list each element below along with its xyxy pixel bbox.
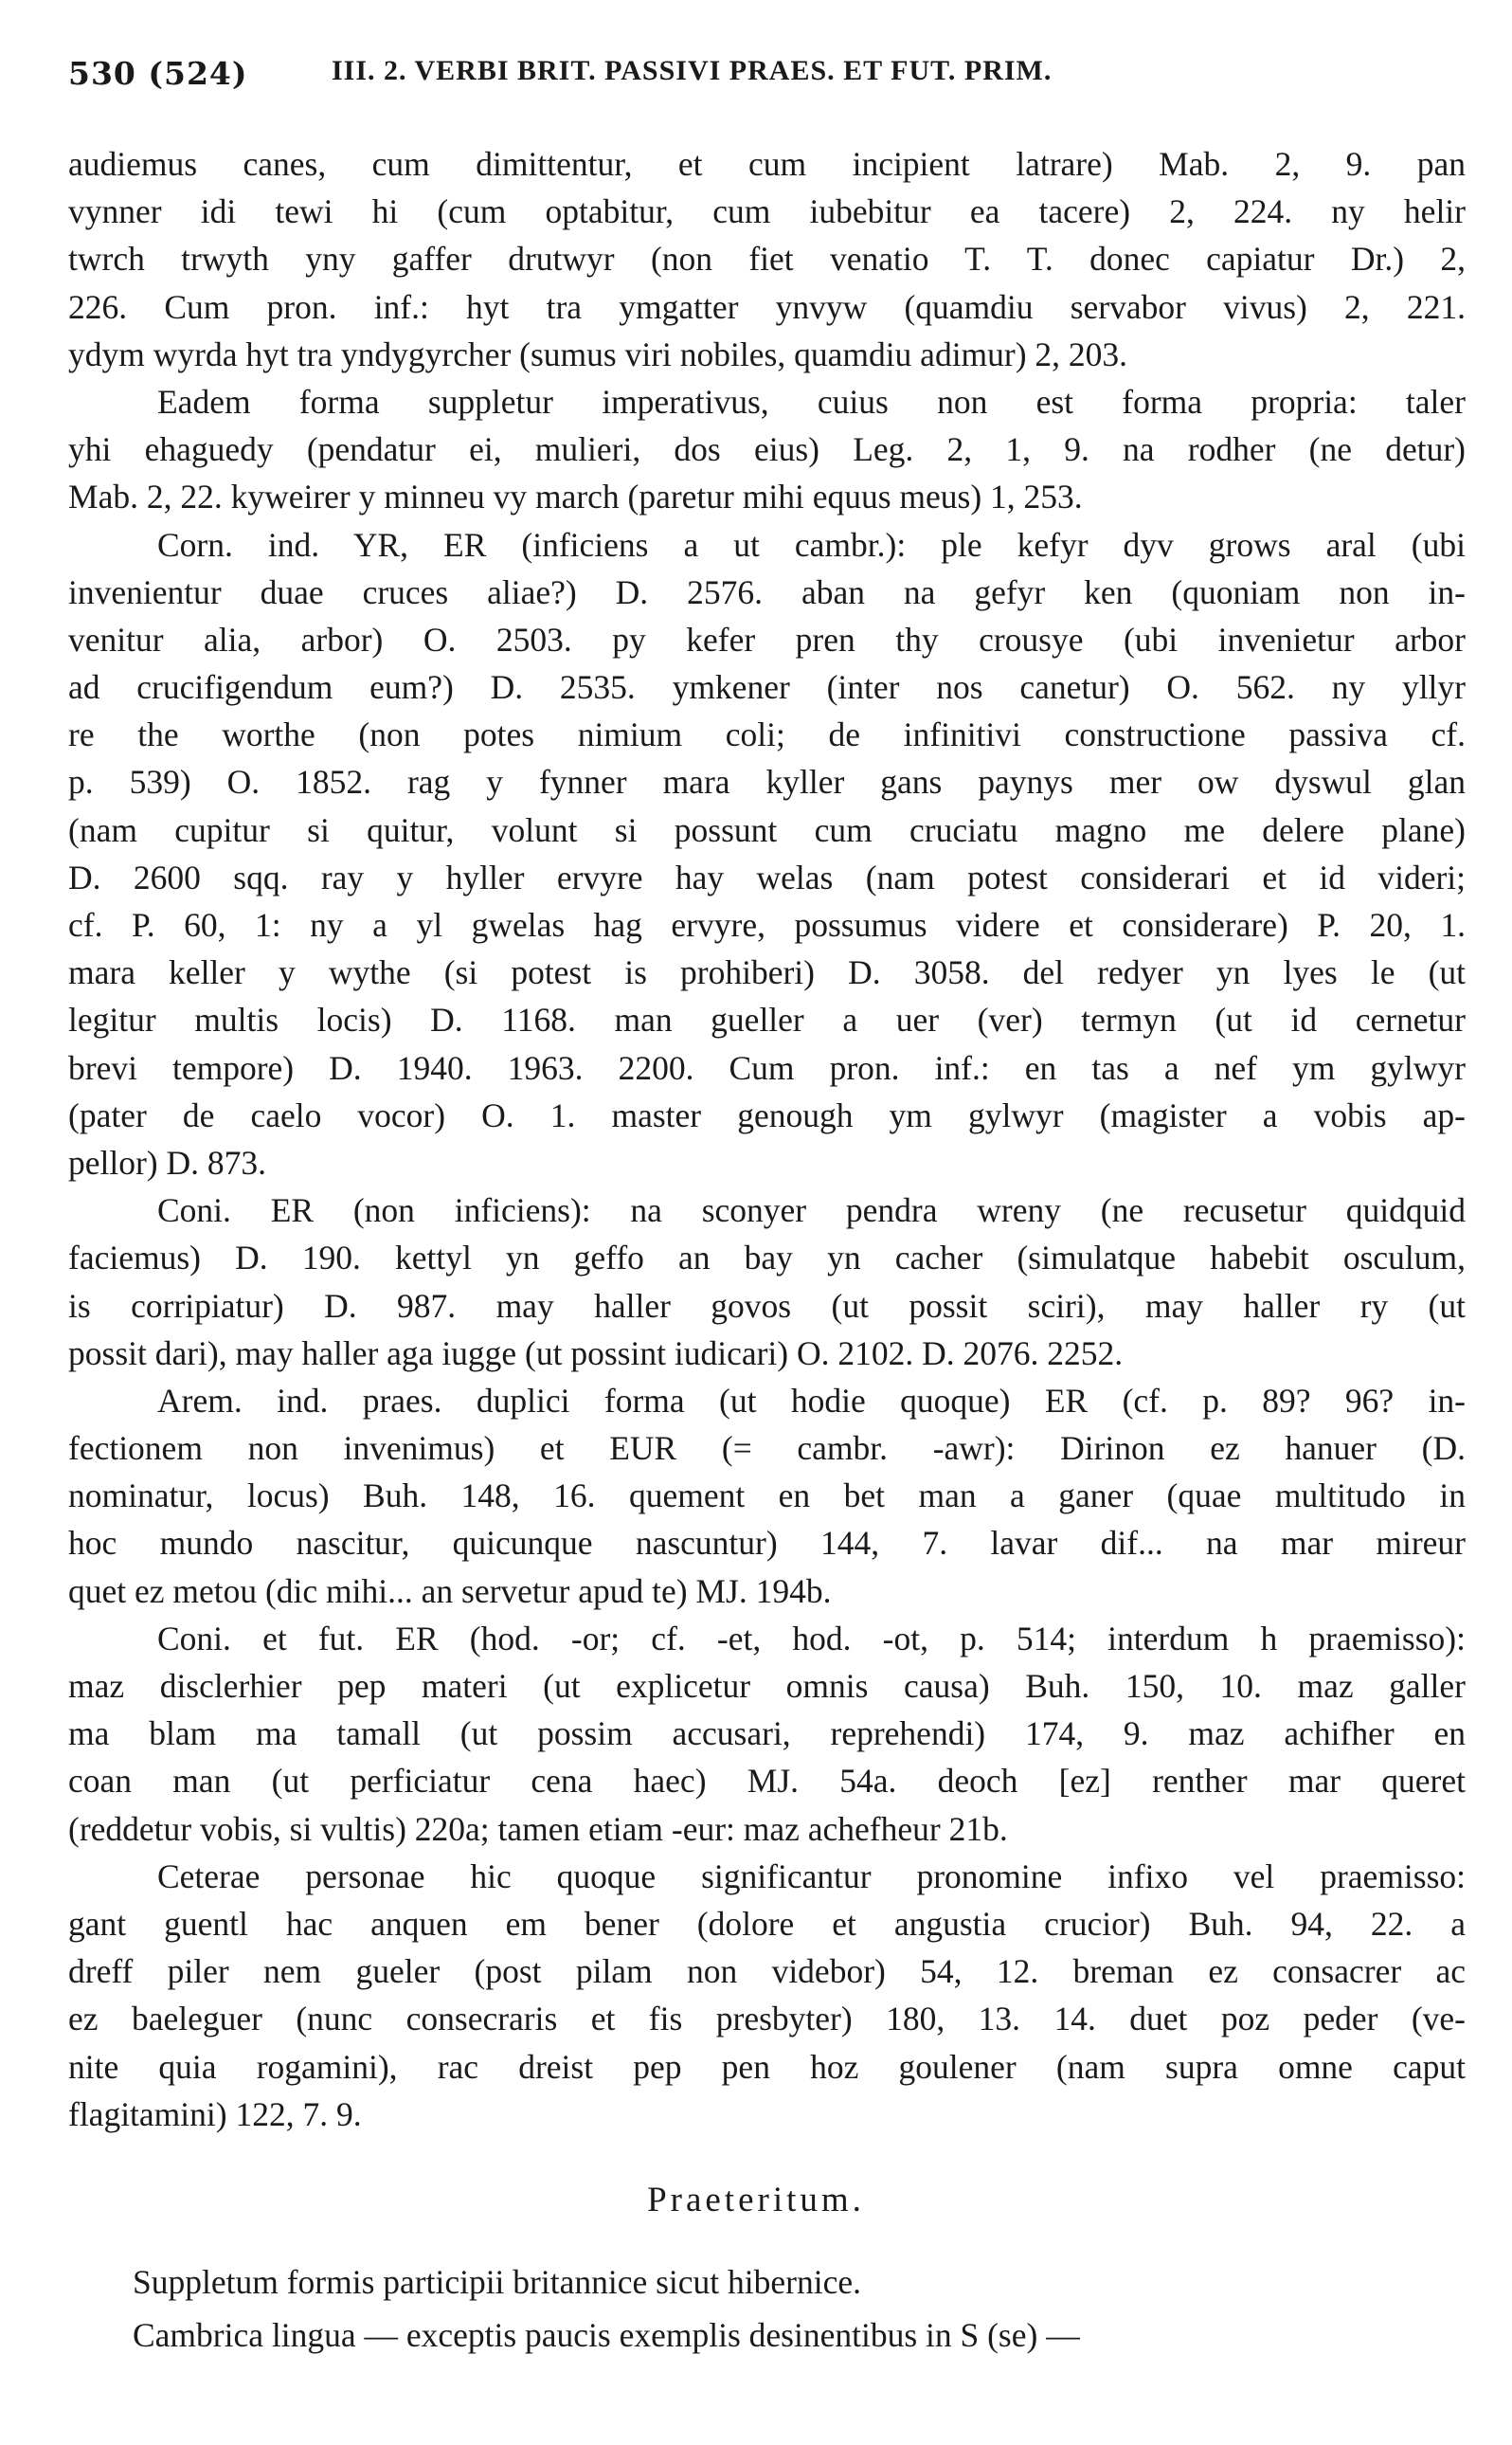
section-text [133,2255,1466,2362]
running-head [68,55,1461,112]
text-line: vynner idi tewi hi (cum optabitur, cum iubebitur ea tacere) 2, 224. ny helir [68,192,1466,231]
text-line: Mab. 2, 22. kyweirer y minneu vy march (paretur mihi equus meus) 1, 253. [68,478,1083,516]
text-line: Eadem forma suppletur imperativus, cuius non est forma propria: taler [157,382,1466,421]
page-number: 530 (524) [68,55,248,92]
text-line: quet ez metou (dic mihi... an servetur apud te) MJ. 194b. [68,1571,832,1610]
text-line: re the worthe (non potes nimium coli; de infinitivi constructione passiva cf. [68,715,1466,754]
text-line: D. 2600 sqq. ray y hyller ervyre hay welas (nam potest considerari et id videri; [68,858,1466,896]
running-title: III. 2. VERBI BRIT. PASSIVI PRAES. ET FUT. PRIM. [332,55,1053,86]
text-line: gant guentl hac anquen em bener (dolore et angustia crucior) Buh. 94, 22. a [68,1904,1466,1943]
text-line: nominatur, locus) Buh. 148, 16. quement en bet man a ganer (quae multitudo in [68,1476,1466,1515]
text-line: dreff piler nem gueler (post pilam non videbor) 54, 12. breman ez consacrer ac [68,1952,1466,1991]
body-text [68,140,1466,2138]
text-line: 226. Cum pron. inf.: hyt tra ymgatter ynvyw (quamdiu servabor vivus) 2, 221. [68,287,1466,326]
text-line: maz disclerhier pep materi (ut explicetur omnis causa) Buh. 150, 10. maz galler [68,1667,1466,1705]
text-line: flagitamini) 122, 7. 9. [68,2094,362,2133]
text-line: yhi ehaguedy (pendatur ei, mulieri, dos eius) Leg. 2, 1, 9. na rodher (ne detur) [68,430,1466,469]
text-line: Suppletum formis participii britannice sicut hibernice. [133,2263,861,2301]
text-line: ydym wyrda hyt tra yndygyrcher (sumus viri nobiles, quamdiu adimur) 2, 203. [68,335,1128,373]
text-line: pellor) D. 873. [68,1143,267,1182]
text-line: possit dari), may haller aga iugge (ut possint iudicari) O. 2102. D. 2076. 2252. [68,1333,1124,1372]
text-line: (reddetur vobis, si vultis) 220a; tamen etiam -eur: maz achefheur 21b. [68,1809,1008,1848]
text-line: (nam cupitur si quitur, volunt si possunt cum cruciatu magno me delere plane) [68,810,1466,849]
text-line: ez baeleguer (nunc consecraris et fis presbyter) 180, 13. 14. duet poz peder (ve- [68,2000,1466,2038]
text-line: ma blam ma tamall (ut possim accusari, reprehendi) 174, 9. maz achifher en [68,1714,1466,1753]
text-line: nite quia rogamini), rac dreist pep pen hoz goulener (nam supra omne caput [68,2047,1466,2086]
text-line: Ceterae personae hic quoque significantur pronomine infixo vel praemisso: [157,1856,1466,1895]
text-line: (pater de caelo vocor) O. 1. master genough ym gylwyr (magister a vobis ap- [68,1096,1466,1134]
text-line: faciemus) D. 190. kettyl yn geffo an bay yn cacher (simulatque habebit osculum, [68,1239,1466,1277]
text-line: Coni. ER (non inficiens): na sconyer pendra wreny (ne recusetur quidquid [157,1191,1466,1230]
text-line: venitur alia, arbor) O. 2503. py kefer pren thy crousye (ubi invenietur arbor [68,620,1466,659]
section-heading: Praeteritum. [647,2181,865,2219]
text-line: brevi tempore) D. 1940. 1963. 2200. Cum pron. inf.: en tas a nef ym gylwyr [68,1048,1466,1087]
text-line: mara keller y wythe (si potest is prohiberi) D. 3058. del redyer yn lyes le (ut [68,953,1466,992]
text-line: cf. P. 60, 1: ny a yl gwelas hag ervyre, possumus videre et considerare) P. 20, 1. [68,906,1466,944]
text-line: ad crucifigendum eum?) D. 2535. ymkener (inter nos canetur) O. 562. ny yllyr [68,668,1466,707]
text-line: coan man (ut perficiatur cena haec) MJ. 54a. deoch [ez] renther mar queret [68,1762,1466,1801]
text-line: invenientur duae cruces aliae?) D. 2576. aban na gefyr ken (quoniam non in- [68,572,1466,611]
text-line: audiemus canes, cum dimittentur, et cum incipient latrare) Mab. 2, 9. pan [68,145,1466,183]
text-line: fectionem non invenimus) et EUR (= cambr. -awr): Dirinon ez hanuer (D. [68,1429,1466,1468]
text-line: Arem. ind. praes. duplici forma (ut hodie quoque) ER (cf. p. 89? 96? in- [157,1381,1466,1420]
text-line: p. 539) O. 1852. rag y fynner mara kyller gans paynys mer ow dyswul glan [68,763,1466,802]
text-line: legitur multis locis) D. 1168. man gueller a uer (ver) termyn (ut id cernetur [68,1001,1466,1040]
text-line: twrch trwyth yny gaffer drutwyr (non fiet venatio T. T. donec capiatur Dr.) 2, [68,240,1466,279]
text-line: Cambrica lingua — exceptis paucis exemplis desinentibus in S (se) — [133,2316,1080,2354]
text-line: is corripiatur) D. 987. may haller govos (ut possit sciri), may haller ry (ut [68,1286,1466,1325]
text-line: Coni. et fut. ER (hod. -or; cf. -et, hod. -ot, p. 514; interdum h praemisso): [157,1619,1466,1657]
text-line: Corn. ind. YR, ER (inficiens a ut cambr.): ple kefyr dyv grows aral (ubi [157,525,1466,564]
text-line: hoc mundo nascitur, quicunque nascuntur) 144, 7. lavar dif... na mar mireur [68,1524,1466,1563]
